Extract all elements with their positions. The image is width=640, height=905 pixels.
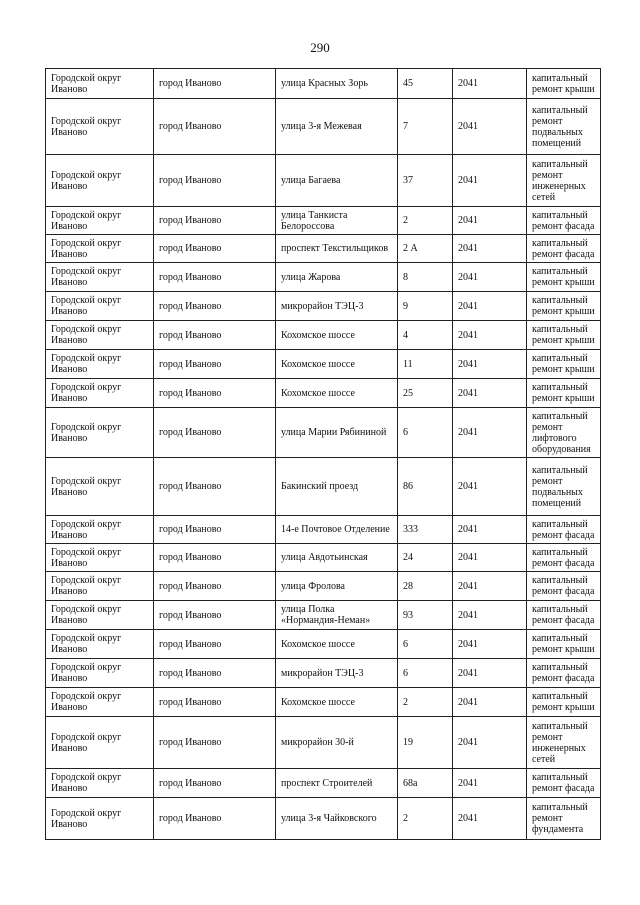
table-row xyxy=(46,688,601,717)
page-number: 290 xyxy=(310,40,330,55)
work-type-cell: капитальный ремонт фасада xyxy=(527,572,601,601)
street-cell: улица Марии Рябининой xyxy=(276,408,398,458)
street-cell: Бакинский проезд xyxy=(276,458,398,516)
city-cell: город Иваново xyxy=(154,659,276,688)
street-cell: улица 3-я Чайковского xyxy=(276,798,398,840)
city-cell: город Иваново xyxy=(154,155,276,207)
year-cell: 2041 xyxy=(453,408,527,458)
work-type-cell: капитальный ремонт фасада xyxy=(527,207,601,235)
municipality-cell: Городской округ Иваново xyxy=(46,321,154,350)
table-row xyxy=(46,292,601,321)
street-cell: 14-е Почтовое Отделение xyxy=(276,516,398,544)
work-type-cell: капитальный ремонт фасада xyxy=(527,601,601,630)
year-cell: 2041 xyxy=(453,572,527,601)
work-type-cell: капитальный ремонт крыши xyxy=(527,350,601,379)
table-row xyxy=(46,572,601,601)
municipality-cell: Городской округ Иваново xyxy=(46,769,154,798)
city-cell: город Иваново xyxy=(154,688,276,717)
registry-table xyxy=(45,68,601,840)
year-cell: 2041 xyxy=(453,207,527,235)
table-row xyxy=(46,235,601,263)
municipality-cell: Городской округ Иваново xyxy=(46,155,154,207)
city-cell: город Иваново xyxy=(154,408,276,458)
table-row xyxy=(46,69,601,99)
work-type-cell: капитальный ремонт крыши xyxy=(527,688,601,717)
municipality-cell: Городской округ Иваново xyxy=(46,601,154,630)
work-type-cell: капитальный ремонт фасада xyxy=(527,235,601,263)
municipality-cell: Городской округ Иваново xyxy=(46,798,154,840)
municipality-cell: Городской округ Иваново xyxy=(46,516,154,544)
street-cell: улица Авдотьинская xyxy=(276,544,398,572)
table-row xyxy=(46,601,601,630)
work-type-cell: капитальный ремонт крыши xyxy=(527,630,601,659)
house-cell: 6 xyxy=(398,630,453,659)
table-row xyxy=(46,717,601,769)
work-type-cell: капитальный ремонт крыши xyxy=(527,379,601,408)
municipality-cell: Городской округ Иваново xyxy=(46,263,154,292)
municipality-cell: Городской округ Иваново xyxy=(46,659,154,688)
street-cell: улица Красных Зорь xyxy=(276,69,398,99)
table-row xyxy=(46,798,601,840)
work-type-cell: капитальный ремонт фундамента xyxy=(527,798,601,840)
work-type-cell: капитальный ремонт фасада xyxy=(527,544,601,572)
street-cell: Кохомское шоссе xyxy=(276,350,398,379)
municipality-cell: Городской округ Иваново xyxy=(46,458,154,516)
city-cell: город Иваново xyxy=(154,769,276,798)
house-cell: 333 xyxy=(398,516,453,544)
year-cell: 2041 xyxy=(453,263,527,292)
street-cell: Кохомское шоссе xyxy=(276,688,398,717)
municipality-cell: Городской округ Иваново xyxy=(46,99,154,155)
street-cell: микрорайон ТЭЦ-3 xyxy=(276,659,398,688)
work-type-cell: капитальный ремонт крыши xyxy=(527,263,601,292)
city-cell: город Иваново xyxy=(154,321,276,350)
municipality-cell: Городской округ Иваново xyxy=(46,717,154,769)
table-row xyxy=(46,321,601,350)
city-cell: город Иваново xyxy=(154,458,276,516)
house-cell: 4 xyxy=(398,321,453,350)
year-cell: 2041 xyxy=(453,350,527,379)
work-type-cell: капитальный ремонт подвальных помещений xyxy=(527,458,601,516)
city-cell: город Иваново xyxy=(154,207,276,235)
house-cell: 68а xyxy=(398,769,453,798)
municipality-cell: Городской округ Иваново xyxy=(46,544,154,572)
table-row xyxy=(46,544,601,572)
year-cell: 2041 xyxy=(453,99,527,155)
street-cell: Кохомское шоссе xyxy=(276,321,398,350)
city-cell: город Иваново xyxy=(154,235,276,263)
house-cell: 2 А xyxy=(398,235,453,263)
municipality-cell: Городской округ Иваново xyxy=(46,235,154,263)
table-row xyxy=(46,516,601,544)
work-type-cell: капитальный ремонт подвальных помещений xyxy=(527,99,601,155)
house-cell: 19 xyxy=(398,717,453,769)
municipality-cell: Городской округ Иваново xyxy=(46,292,154,321)
street-cell: улица Танкиста Белороссова xyxy=(276,207,398,235)
work-type-cell: капитальный ремонт лифтового оборудования xyxy=(527,408,601,458)
year-cell: 2041 xyxy=(453,798,527,840)
work-type-cell: капитальный ремонт фасада xyxy=(527,516,601,544)
municipality-cell: Городской округ Иваново xyxy=(46,379,154,408)
year-cell: 2041 xyxy=(453,292,527,321)
city-cell: город Иваново xyxy=(154,798,276,840)
work-type-cell: капитальный ремонт инженерных сетей xyxy=(527,717,601,769)
street-cell: улица 3-я Межевая xyxy=(276,99,398,155)
city-cell: город Иваново xyxy=(154,263,276,292)
street-cell: Кохомское шоссе xyxy=(276,379,398,408)
year-cell: 2041 xyxy=(453,516,527,544)
city-cell: город Иваново xyxy=(154,99,276,155)
year-cell: 2041 xyxy=(453,235,527,263)
municipality-cell: Городской округ Иваново xyxy=(46,69,154,99)
city-cell: город Иваново xyxy=(154,572,276,601)
table-row xyxy=(46,408,601,458)
year-cell: 2041 xyxy=(453,544,527,572)
municipality-cell: Городской округ Иваново xyxy=(46,572,154,601)
street-cell: микрорайон ТЭЦ-3 xyxy=(276,292,398,321)
house-cell: 2 xyxy=(398,688,453,717)
house-cell: 6 xyxy=(398,408,453,458)
work-type-cell: капитальный ремонт крыши xyxy=(527,321,601,350)
year-cell: 2041 xyxy=(453,458,527,516)
house-cell: 2 xyxy=(398,798,453,840)
work-type-cell: капитальный ремонт фасада xyxy=(527,769,601,798)
city-cell: город Иваново xyxy=(154,379,276,408)
street-cell: Кохомское шоссе xyxy=(276,630,398,659)
house-cell: 25 xyxy=(398,379,453,408)
street-cell: улица Полка «Нормандия-Неман» xyxy=(276,601,398,630)
municipality-cell: Городской округ Иваново xyxy=(46,408,154,458)
work-type-cell: капитальный ремонт фасада xyxy=(527,659,601,688)
house-cell: 28 xyxy=(398,572,453,601)
house-cell: 6 xyxy=(398,659,453,688)
table-row xyxy=(46,350,601,379)
house-cell: 8 xyxy=(398,263,453,292)
work-type-cell: капитальный ремонт крыши xyxy=(527,69,601,99)
table-row xyxy=(46,99,601,155)
year-cell: 2041 xyxy=(453,659,527,688)
city-cell: город Иваново xyxy=(154,516,276,544)
table-row xyxy=(46,263,601,292)
city-cell: город Иваново xyxy=(154,601,276,630)
house-cell: 93 xyxy=(398,601,453,630)
street-cell: улица Багаева xyxy=(276,155,398,207)
municipality-cell: Городской округ Иваново xyxy=(46,688,154,717)
table-row xyxy=(46,659,601,688)
work-type-cell: капитальный ремонт инженерных сетей xyxy=(527,155,601,207)
table-row xyxy=(46,769,601,798)
house-cell: 9 xyxy=(398,292,453,321)
street-cell: улица Жарова xyxy=(276,263,398,292)
table-row xyxy=(46,155,601,207)
city-cell: город Иваново xyxy=(154,69,276,99)
house-cell: 86 xyxy=(398,458,453,516)
year-cell: 2041 xyxy=(453,321,527,350)
year-cell: 2041 xyxy=(453,601,527,630)
year-cell: 2041 xyxy=(453,717,527,769)
municipality-cell: Городской округ Иваново xyxy=(46,630,154,659)
city-cell: город Иваново xyxy=(154,630,276,659)
house-cell: 37 xyxy=(398,155,453,207)
table-row xyxy=(46,458,601,516)
year-cell: 2041 xyxy=(453,155,527,207)
year-cell: 2041 xyxy=(453,630,527,659)
house-cell: 2 xyxy=(398,207,453,235)
city-cell: город Иваново xyxy=(154,292,276,321)
table-row xyxy=(46,379,601,408)
street-cell: микрорайон 30-й xyxy=(276,717,398,769)
house-cell: 11 xyxy=(398,350,453,379)
table-row xyxy=(46,207,601,235)
house-cell: 45 xyxy=(398,69,453,99)
year-cell: 2041 xyxy=(453,379,527,408)
table-row xyxy=(46,630,601,659)
year-cell: 2041 xyxy=(453,769,527,798)
municipality-cell: Городской округ Иваново xyxy=(46,207,154,235)
house-cell: 7 xyxy=(398,99,453,155)
year-cell: 2041 xyxy=(453,69,527,99)
city-cell: город Иваново xyxy=(154,544,276,572)
street-cell: проспект Текстильщиков xyxy=(276,235,398,263)
street-cell: проспект Строителей xyxy=(276,769,398,798)
table-body xyxy=(46,69,601,840)
municipality-cell: Городской округ Иваново xyxy=(46,350,154,379)
house-cell: 24 xyxy=(398,544,453,572)
city-cell: город Иваново xyxy=(154,350,276,379)
street-cell: улица Фролова xyxy=(276,572,398,601)
work-type-cell: капитальный ремонт крыши xyxy=(527,292,601,321)
city-cell: город Иваново xyxy=(154,717,276,769)
year-cell: 2041 xyxy=(453,688,527,717)
